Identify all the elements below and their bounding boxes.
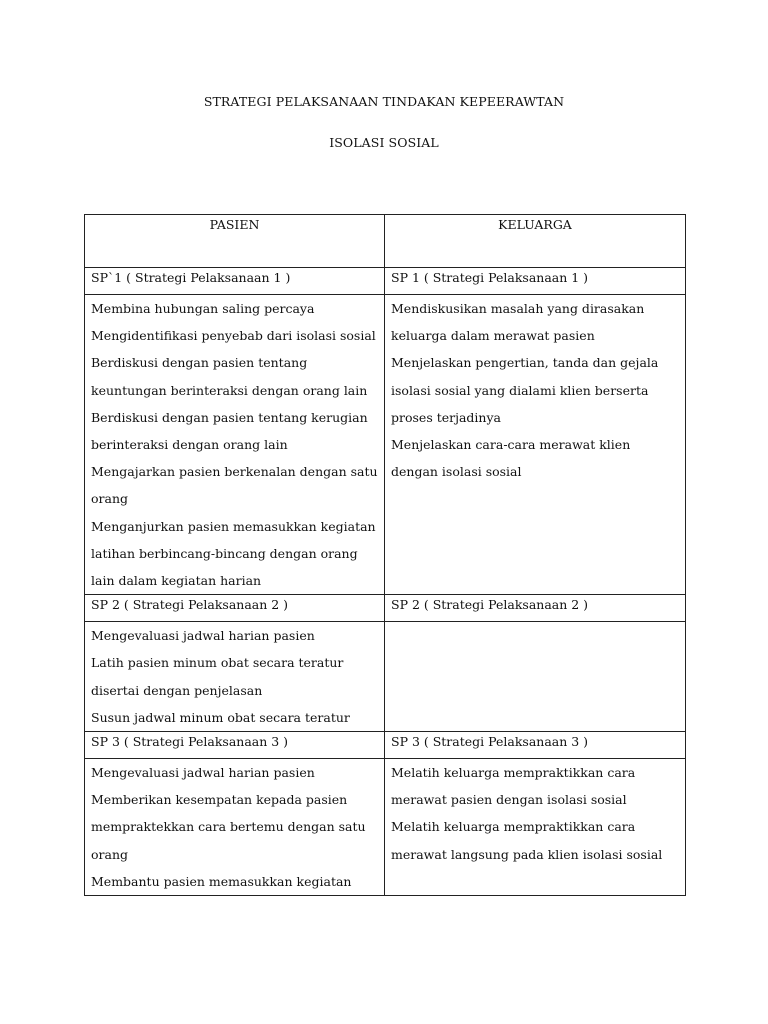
sp3-items-row — [85, 759, 686, 896]
list-item: Susun jadwal minum obat secara teratur — [91, 709, 350, 725]
document-title: STRATEGI PELAKSANAAN TINDAKAN KEPEERAWTAN — [203, 94, 565, 109]
table-header-row — [85, 215, 686, 268]
list-item: Memberikan kesempatan kepada pasien mempraktekkan cara bertemu dengan satu orang — [91, 792, 366, 862]
sp1-pasien-label: SP`1 ( Strategi Pelaksanaan 1 ) — [85, 268, 385, 295]
sp3-keluarga-cell — [385, 759, 686, 896]
list-item: Menganjurkan pasien memasukkan kegiatan latihan berbincang-bincang dengan orang lain dalam kegiatan harian — [91, 518, 376, 589]
list-item: Membantu pasien memasukkan kegiatan — [91, 873, 352, 889]
strategy-table — [84, 214, 686, 896]
sp2-items-row — [85, 622, 686, 732]
list-item: Mengidentifikasi penyebab dari isolasi sosial — [91, 328, 376, 344]
sp3-pasien-cell — [85, 759, 385, 896]
sp1-pasien-cell — [85, 295, 385, 595]
list-item: Melatih keluarga mempraktikkan cara merawat langsung pada klien isolasi sosial — [391, 819, 663, 862]
sp3-keluarga-label: SP 3 ( Strategi Pelaksanaan 3 ) — [385, 732, 686, 759]
sp2-pasien-cell — [85, 622, 385, 732]
header-keluarga: KELUARGA — [385, 215, 686, 268]
list-item: Berdiskusi dengan pasien tentang keuntungan berinteraksi dengan orang lain — [91, 355, 368, 398]
document-subtitle: ISOLASI SOSIAL — [329, 135, 439, 150]
sp3-pasien-label: SP 3 ( Strategi Pelaksanaan 3 ) — [85, 732, 385, 759]
list-item: Mengevaluasi jadwal harian pasien — [91, 765, 315, 781]
sp1-label-row — [85, 268, 686, 295]
sp2-pasien-label: SP 2 ( Strategi Pelaksanaan 2 ) — [85, 595, 385, 622]
sp2-label-row — [85, 595, 686, 622]
sp3-keluarga-list — [391, 759, 679, 868]
list-item: Menjelaskan cara-cara merawat klien dengan isolasi sosial — [391, 437, 631, 480]
header-pasien: PASIEN — [85, 215, 385, 268]
list-item: Melatih keluarga mempraktikkan cara merawat pasien dengan isolasi sosial — [391, 765, 636, 808]
list-item: Latih pasien minum obat secara teratur disertai dengan penjelasan — [91, 655, 344, 698]
list-item: Berdiskusi dengan pasien tentang kerugian berinteraksi dengan orang lain — [91, 409, 368, 453]
sp1-keluarga-list — [391, 295, 679, 485]
sp2-pasien-list — [91, 622, 378, 731]
list-item: Mengajarkan pasien berkenalan dengan satu orang — [91, 464, 378, 507]
sp2-keluarga-label: SP 2 ( Strategi Pelaksanaan 2 ) — [385, 595, 686, 622]
list-item: Membina hubungan saling percaya — [91, 301, 315, 316]
list-item: Mengevaluasi jadwal harian pasien — [91, 628, 315, 644]
sp3-label-row — [85, 732, 686, 759]
sp1-items-row — [85, 295, 686, 595]
sp1-keluarga-label: SP 1 ( Strategi Pelaksanaan 1 ) — [385, 268, 686, 295]
sp2-keluarga-cell — [385, 622, 686, 732]
list-item: Mendiskusikan masalah yang dirasakan keluarga dalam merawat pasien — [391, 301, 645, 344]
list-item: Menjelaskan pengertian, tanda dan gejala isolasi sosial yang dialami klien berserta proses terjadinya — [391, 355, 659, 425]
sp1-keluarga-cell — [385, 295, 686, 595]
sp3-pasien-list — [91, 759, 378, 895]
sp1-pasien-list — [91, 295, 378, 594]
